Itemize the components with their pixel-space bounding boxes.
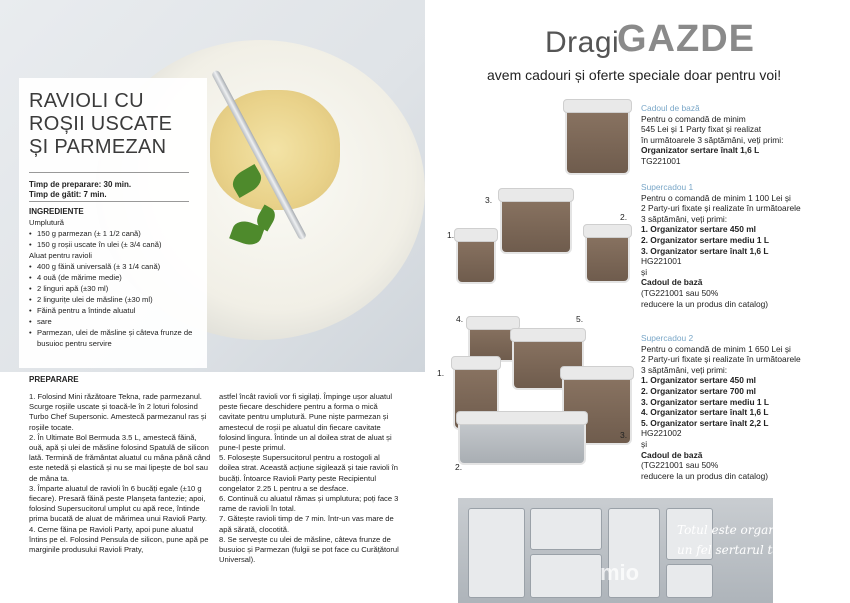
prep-step: astfel încât ravioli vor fi sigilați. Împinge ușor aluatul peste fiecare deschidere pentru a forma o mică cavitate pentru umplutură. Pune niște parmezan și amestecul de roșii pe aluatul din fiecare cavitate folosind lingura. Întinde un al doilea strat de aluat și pune-l peste primul. <box>219 392 393 453</box>
time-info <box>29 180 204 200</box>
offer-line: 5. Organizator sertare înalt 2,2 L <box>641 417 769 428</box>
ingredient-item: • 400 g făină universală (± 3 1/4 cană) <box>29 261 209 272</box>
header-gazde: GAZDE <box>617 18 755 60</box>
prep-step: 5. Folosește Supersucitorul pentru a rostogoli al doilea strat. Această acțiune sigilează și taie ravioli în bucăți. Întoarce Ravioli Party peste Recipientul congelator 2.25 L pentru a se desface. <box>219 453 398 493</box>
item-number: 2. <box>455 462 463 472</box>
item-number: 1. <box>447 230 455 240</box>
tagline-line: Totul este organizat într- <box>677 523 829 537</box>
offer-line: Cadoul de bază <box>641 277 703 288</box>
container-image <box>585 228 630 283</box>
prep-heading: PREPARARE <box>29 375 79 384</box>
offer-line: 2. Organizator sertare mediu 1 L <box>641 234 769 245</box>
offer-line: 545 Lei și 1 Party fixat și realizat <box>641 124 762 135</box>
title-line: ȘI PARMEZAN <box>29 136 167 158</box>
offer-line: Pentru o comandă de minim <box>641 113 746 124</box>
divider <box>29 201 189 202</box>
ingredients-heading: INGREDIENTE <box>29 207 84 216</box>
prep-step: 7. Gătește ravioli timp de 7 min. într-un vas mare de apă sărată, clocotită. <box>219 514 394 534</box>
offer-line: și <box>641 438 648 449</box>
dough-items <box>29 261 209 349</box>
offer-line: și <box>641 266 648 277</box>
item-number: 3. <box>485 195 493 205</box>
offer-line: (TG221001 sau 50% <box>641 287 719 298</box>
ingredient-item: • Parmezan, ulei de măsline și câteva frunze de busuioc pentru servire <box>29 327 209 349</box>
prep-step: 2. În Ultimate Bol Bermuda 3.5 L, amestecă făină, ouă, apă și ulei de măsline folosind Spatulă de silicon lată. Termină de frământat aluatul cu mâna până când este netedă și elastică și nu se mai lipește de bol sau de mâna ta. <box>29 432 211 483</box>
item-number: 2. <box>620 212 628 222</box>
steps-column-1 <box>29 392 211 555</box>
supercadou1-heading: Supercadou 1 <box>641 182 694 192</box>
prep-step: 6. Continuă cu aluatul rămas și umplutura; poți face 3 rame de ravioli în total. <box>219 494 399 514</box>
offer-line: în următoarele 3 săptămâni, veți primi: <box>641 134 784 145</box>
gift-base-heading: Cadoul de bază <box>641 103 700 113</box>
offer-line: 1. Organizator sertare 450 ml <box>641 375 756 386</box>
offer-line: 3. Organizator sertare mediu 1 L <box>641 396 769 407</box>
offer-line: 2 Party-uri fixate și realizate în următoarele <box>641 203 801 214</box>
title-line: RAVIOLI CU <box>29 90 144 112</box>
offer-line: Organizator sertare înalt 1,6 L <box>641 145 760 156</box>
ingredient-item: • 2 lingurițe ulei de măsline (±30 ml) <box>29 294 209 305</box>
ingredient-item: • 2 linguri apă (±30 ml) <box>29 283 209 294</box>
cook-time: Timp de gătit: 7 min. <box>29 190 107 199</box>
offer-line: reducere la un produs din catalog) <box>641 298 769 309</box>
header-subtitle: avem cadouri și oferte speciale doar pentru voi! <box>487 67 782 83</box>
offer-line: 3 săptămâni, veți primi: <box>641 364 728 375</box>
offer-line: Pentru o comandă de minim 1 100 Lei și <box>641 192 791 203</box>
header-dragi: Dragi <box>545 26 620 59</box>
offer-line: 2. Organizator sertare 700 ml <box>641 385 756 396</box>
offer-line: HG221001 <box>641 256 682 267</box>
prep-step: 8. Se servește cu ulei de măsline, câteva frunze de busuioc și Parmezan (fulgii se pot face cu Curățătorul Universal). <box>219 534 399 565</box>
supercadou2-heading: Supercadou 2 <box>641 333 694 343</box>
ingredient-item: • 4 ouă (de mărime medie) <box>29 272 209 283</box>
item-number: 4. <box>456 314 464 324</box>
title-line: ROȘII USCATE <box>29 113 173 135</box>
offer-line: reducere la un produs din catalog) <box>641 470 769 481</box>
tagline-line: un fel sertarul tău. <box>677 543 792 557</box>
ingredient-item: • 150 g parmezan (± 1 1/2 cană) <box>29 228 209 239</box>
tagline <box>677 520 828 560</box>
offer-line: (TG221001 sau 50% <box>641 460 719 471</box>
watermark: mio <box>600 560 640 585</box>
offer-line: 4. Organizator sertare înalt 1,6 L <box>641 407 769 418</box>
offer-line: TG221001 <box>641 155 681 166</box>
supercadou1-block <box>641 182 846 309</box>
divider <box>29 172 189 173</box>
ingredient-item: • sare <box>29 316 209 327</box>
container-image <box>456 232 496 284</box>
prep-step: 3. Împarte aluatul de ravioli în 6 bucăți egale (±10 g fiecare). Presară făină peste Planșeta fanteziе; apoi, folosind Supersucitorul umplut cu apă rece, întinde prima bucată de aluat de mărimea unui Ravioli Party. <box>29 483 207 524</box>
offer-line: 3. Organizator sertare înalt 1,6 L <box>641 245 769 256</box>
ingredient-item: • 150 g roșii uscate în ulei (± 3/4 cană) <box>29 239 209 250</box>
dough-label: Aluat pentru ravioli <box>29 251 92 260</box>
prep-step: 1. Folosind Mini răzătoare Tekna, rade parmezanul. Scurge roșiile uscate și toacă-le în 2 loturi folosind Turbo Chef Supersonic. Amestecă parmezanul ras și roșiile tocate. <box>29 392 207 432</box>
item-number: 3. <box>620 430 628 440</box>
offer-line: 1. Organizator sertare 450 ml <box>641 224 756 235</box>
item-number: 1. <box>437 368 445 378</box>
offer-line: Cadoul de bază <box>641 449 703 460</box>
filling-label: Umplutură <box>29 218 65 227</box>
offer-line: Pentru o comandă de minim 1 650 Lei și <box>641 343 791 354</box>
ingredient-item: • Făină pentru a întinde aluatul <box>29 305 209 316</box>
offer-line: HG221002 <box>641 428 682 439</box>
offer-line: 3 săptămâni, veți primi: <box>641 213 728 224</box>
container-image <box>500 192 572 254</box>
recipe-title <box>29 90 204 159</box>
item-number: 5. <box>576 314 584 324</box>
prep-step: 4. Cerne făina pe Ravioli Party, apoi pune aluatul întins pe el. Folosind Pensula de silicon, pune apă pe marginile produsului Ravioli Praty, <box>29 524 209 555</box>
offer-line: 2 Party-uri fixate și realizate în următoarele <box>641 354 801 365</box>
prep-time: Timp de preparare: 30 min. <box>29 180 132 189</box>
supercadou2-block <box>641 333 846 481</box>
filling-items <box>29 228 209 250</box>
container-image <box>458 415 586 465</box>
gift-base-block <box>641 103 846 167</box>
container-image <box>565 103 630 175</box>
ingredients-list <box>29 207 209 349</box>
steps-column-2 <box>219 392 401 565</box>
